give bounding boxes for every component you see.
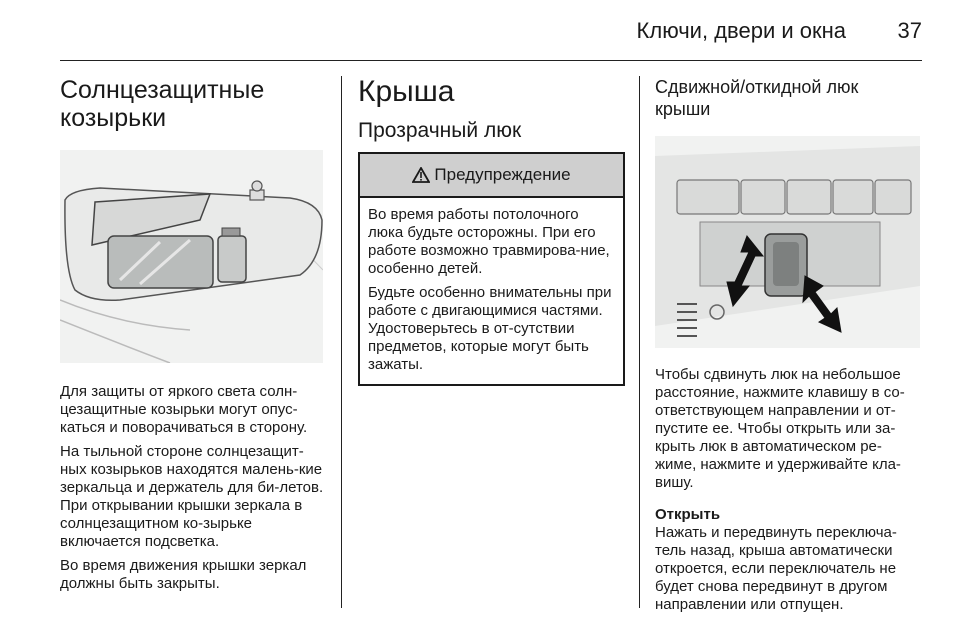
column-sun-visors	[60, 76, 325, 599]
section-title-sliding-roof: Сдвижной/откидной люк крыши	[655, 77, 859, 119]
paragraph-visor-3: Во время движения крышки зеркал должны быть закрыты.	[60, 557, 307, 592]
roof-switch-figure	[655, 136, 920, 348]
paragraph-visor-1: Для защиты от яркого света солн-цезащитные козырьки могут опус-каться и поворачиваться в сторону.	[60, 383, 308, 436]
warning-box	[358, 152, 625, 386]
warning-paragraph-2: Будьте особенно внимательны при работе с двигающимися частями. Удостоверьтесь в от-сутствии предметов, которые могут быть зажаты.	[368, 284, 612, 373]
sun-visor-figure	[60, 150, 323, 363]
warning-triangle-icon	[412, 167, 430, 183]
header-rule	[60, 60, 922, 61]
warning-paragraph-1: Во время работы потолочного люка будьте осторожны. При его работе возможно травмирова-ние, особенно детей.	[368, 206, 610, 277]
section-title-sun-visors: Солнцезащитные козырьки	[60, 76, 265, 132]
open-label: Открыть	[655, 506, 721, 523]
page-number: 37	[897, 18, 922, 43]
roof-switch-illustration	[655, 136, 920, 348]
column-roof	[358, 76, 623, 386]
header-title: Ключи, двери и окна	[636, 18, 846, 43]
sun-visor-illustration	[60, 150, 323, 363]
subtitle-transparent-hatch: Прозрачный люк	[358, 119, 522, 142]
section-title-roof: Крыша	[358, 75, 455, 108]
warning-header	[360, 154, 623, 198]
paragraph-slide-hatch: Чтобы сдвинуть люк на небольшое расстояние, нажмите клавишу в со-ответствующем направлении и от-пустите ее. Чтобы открыть или за-крыть люк в автоматическом ре-жиме, нажмите и удерживайте кла-вишу.	[655, 366, 905, 491]
warning-heading: Предупреждение	[434, 165, 571, 184]
page-header	[60, 0, 922, 60]
column-sliding-roof	[655, 76, 922, 620]
paragraph-open: Нажать и передвинуть переключа-тель назад, крыша автоматически откроется, если переключатель не будет снова передвинут в другом направлении или отпущен.	[655, 524, 897, 613]
column-divider-2	[639, 76, 640, 608]
paragraph-visor-2: На тыльной стороне солнцезащит-ных козырьков находятся малень-кие зеркальца и держатель для би-летов. При открывании крышки зеркала в солнцезащитном ко-зырьке включается подсветка.	[60, 443, 324, 550]
column-divider-1	[341, 76, 342, 608]
